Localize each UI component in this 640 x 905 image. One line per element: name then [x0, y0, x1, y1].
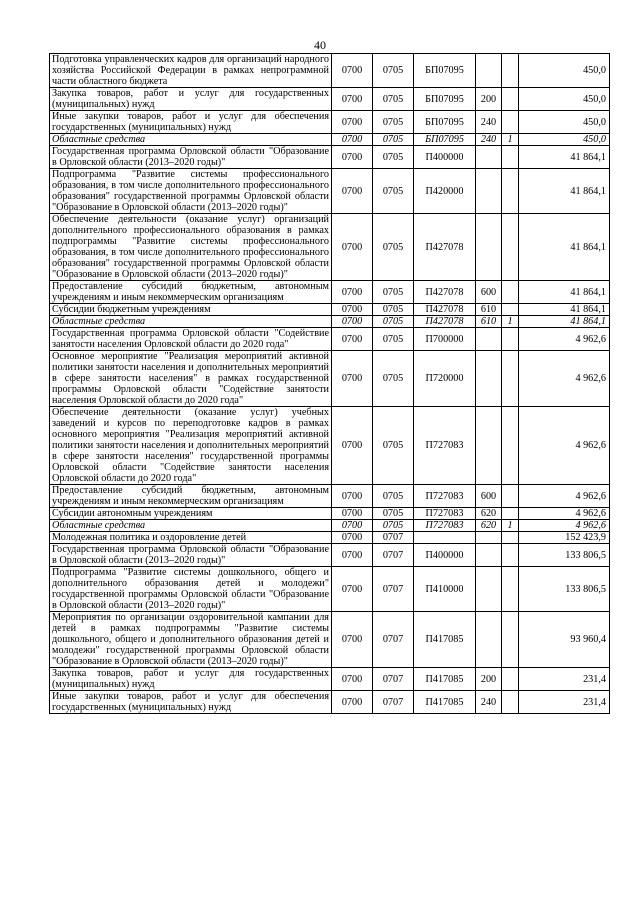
table-row	[50, 485, 610, 508]
expense-type-code	[476, 351, 502, 407]
subsection-code: 0705	[373, 146, 414, 169]
amount: 231,4	[519, 691, 610, 714]
expense-type-code: 240	[476, 134, 502, 146]
section-code: 0700	[332, 508, 373, 520]
section-code: 0700	[332, 351, 373, 407]
funding-source-code	[502, 567, 519, 612]
amount: 152 423,9	[519, 532, 610, 544]
row-name: Иные закупки товаров, работ и услуг для обеспечения государственных (муниципальных) нужд	[50, 691, 332, 714]
target-item-code	[414, 532, 476, 544]
amount: 4 962,6	[519, 328, 610, 351]
section-code: 0700	[332, 281, 373, 304]
subsection-code: 0707	[373, 567, 414, 612]
expense-type-code: 620	[476, 520, 502, 532]
funding-source-code	[502, 544, 519, 567]
expense-type-code: 240	[476, 111, 502, 134]
funding-source-code	[502, 169, 519, 214]
table-row	[50, 111, 610, 134]
target-item-code: П427078	[414, 281, 476, 304]
subsection-code: 0705	[373, 88, 414, 111]
funding-source-code	[502, 691, 519, 714]
table-row	[50, 134, 610, 146]
target-item-code: БП07095	[414, 111, 476, 134]
section-code: 0700	[332, 111, 373, 134]
funding-source-code	[502, 351, 519, 407]
subsection-code: 0707	[373, 532, 414, 544]
table-row	[50, 316, 610, 328]
amount: 4 962,6	[519, 520, 610, 532]
amount: 231,4	[519, 668, 610, 691]
budget-table	[49, 53, 610, 714]
amount: 133 806,5	[519, 567, 610, 612]
section-code: 0700	[332, 134, 373, 146]
amount: 450,0	[519, 54, 610, 88]
target-item-code: БП07095	[414, 88, 476, 111]
section-code: 0700	[332, 328, 373, 351]
row-name: Подготовка управленческих кадров для организаций народного хозяйства Российской Федерации в рамках непрограммной части областного бюджета	[50, 54, 332, 88]
subsection-code: 0705	[373, 169, 414, 214]
section-code: 0700	[332, 88, 373, 111]
amount: 4 962,6	[519, 485, 610, 508]
table-row	[50, 532, 610, 544]
target-item-code: БП07095	[414, 54, 476, 88]
subsection-code: 0705	[373, 520, 414, 532]
subsection-code: 0705	[373, 134, 414, 146]
section-code: 0700	[332, 54, 373, 88]
funding-source-code: 1	[502, 134, 519, 146]
expense-type-code: 240	[476, 691, 502, 714]
section-code: 0700	[332, 485, 373, 508]
row-name: Областные средства	[50, 134, 332, 146]
funding-source-code: 1	[502, 316, 519, 328]
table-row	[50, 281, 610, 304]
row-name: Обеспечение деятельности (оказание услуг) учебных заведений и курсов по переподготовке кадров в рамках основного мероприятия "Реализация мероприятий активной политики занятости населения и дополнительных мероприятий в сфере занятости населения" государственной программы Орловской области "Содействие занятости населения Орловской области до 2020 года"	[50, 407, 332, 485]
row-name: Государственная программа Орловской области "Образование в Орловской области (2013–2020 годы)"	[50, 146, 332, 169]
subsection-code: 0705	[373, 485, 414, 508]
amount: 93 960,4	[519, 612, 610, 668]
target-item-code: П727083	[414, 485, 476, 508]
section-code: 0700	[332, 567, 373, 612]
expense-type-code: 610	[476, 304, 502, 316]
target-item-code: П720000	[414, 351, 476, 407]
funding-source-code	[502, 485, 519, 508]
section-code: 0700	[332, 668, 373, 691]
amount: 450,0	[519, 134, 610, 146]
section-code: 0700	[332, 532, 373, 544]
table-row	[50, 88, 610, 111]
amount: 133 806,5	[519, 544, 610, 567]
subsection-code: 0705	[373, 281, 414, 304]
table-row	[50, 328, 610, 351]
table-row	[50, 351, 610, 407]
row-name: Государственная программа Орловской области "Содействие занятости населения Орловской области до 2020 года"	[50, 328, 332, 351]
subsection-code: 0705	[373, 351, 414, 407]
row-name: Предоставление субсидий бюджетным, автономным учреждениям и иным некоммерческим организациям	[50, 281, 332, 304]
subsection-code: 0705	[373, 111, 414, 134]
funding-source-code	[502, 281, 519, 304]
table-row	[50, 146, 610, 169]
row-name: Субсидии бюджетным учреждениям	[50, 304, 332, 316]
table-row	[50, 508, 610, 520]
target-item-code: П420000	[414, 169, 476, 214]
target-item-code: П727083	[414, 407, 476, 485]
row-name: Субсидии автономным учреждениям	[50, 508, 332, 520]
target-item-code: П727083	[414, 508, 476, 520]
subsection-code: 0707	[373, 612, 414, 668]
section-code: 0700	[332, 214, 373, 281]
section-code: 0700	[332, 169, 373, 214]
funding-source-code	[502, 668, 519, 691]
section-code: 0700	[332, 520, 373, 532]
expense-type-code	[476, 407, 502, 485]
expense-type-code	[476, 612, 502, 668]
budget-table-body	[50, 54, 610, 714]
funding-source-code	[502, 88, 519, 111]
table-row	[50, 214, 610, 281]
table-row	[50, 544, 610, 567]
target-item-code: П410000	[414, 567, 476, 612]
page-number: 40	[314, 38, 326, 52]
expense-type-code	[476, 544, 502, 567]
expense-type-code: 600	[476, 281, 502, 304]
table-row	[50, 169, 610, 214]
section-code: 0700	[332, 304, 373, 316]
expense-type-code: 620	[476, 508, 502, 520]
amount: 41 864,1	[519, 304, 610, 316]
target-item-code: П427078	[414, 316, 476, 328]
table-row	[50, 567, 610, 612]
amount: 4 962,6	[519, 407, 610, 485]
subsection-code: 0705	[373, 328, 414, 351]
section-code: 0700	[332, 691, 373, 714]
expense-type-code	[476, 567, 502, 612]
row-name: Обеспечение деятельности (оказание услуг) организаций дополнительного профессионального образования в рамках подпрограммы "Развитие системы профессионального образования, в том числе дополнительного профессионального образования" государственной программы Орловской области "Образование в Орловской области (2013–2020 годы)"	[50, 214, 332, 281]
subsection-code: 0707	[373, 668, 414, 691]
funding-source-code	[502, 612, 519, 668]
funding-source-code	[502, 54, 519, 88]
amount: 41 864,1	[519, 169, 610, 214]
expense-type-code	[476, 146, 502, 169]
target-item-code: П417085	[414, 612, 476, 668]
subsection-code: 0705	[373, 214, 414, 281]
expense-type-code: 200	[476, 88, 502, 111]
target-item-code: П727083	[414, 520, 476, 532]
section-code: 0700	[332, 146, 373, 169]
row-name: Иные закупки товаров, работ и услуг для обеспечения государственных (муниципальных) нужд	[50, 111, 332, 134]
expense-type-code	[476, 532, 502, 544]
amount: 41 864,1	[519, 281, 610, 304]
amount: 450,0	[519, 88, 610, 111]
section-code: 0700	[332, 407, 373, 485]
amount: 4 962,6	[519, 508, 610, 520]
section-code: 0700	[332, 612, 373, 668]
subsection-code: 0705	[373, 508, 414, 520]
subsection-code: 0705	[373, 407, 414, 485]
table-row	[50, 612, 610, 668]
subsection-code: 0705	[373, 304, 414, 316]
table-row	[50, 691, 610, 714]
funding-source-code	[502, 214, 519, 281]
table-row	[50, 668, 610, 691]
expense-type-code	[476, 214, 502, 281]
expense-type-code	[476, 169, 502, 214]
expense-type-code	[476, 54, 502, 88]
target-item-code: П417085	[414, 691, 476, 714]
row-name: Подпрограмма "Развитие системы профессионального образования, в том числе дополнительного профессионального образования" государственной программы Орловской области "Образование в Орловской области (2013–2020 годы)"	[50, 169, 332, 214]
expense-type-code	[476, 328, 502, 351]
row-name: Молодежная политика и оздоровление детей	[50, 532, 332, 544]
row-name: Мероприятия по организации оздоровительной кампании для детей в рамках подпрограммы "Развитие системы дошкольного, общего и дополнительного образования детей и молодежи" государственной программы Орловской области "Образование в Орловской области (2013–2020 годы)"	[50, 612, 332, 668]
table-row	[50, 407, 610, 485]
row-name: Областные средства	[50, 316, 332, 328]
target-item-code: БП07095	[414, 134, 476, 146]
subsection-code: 0705	[373, 54, 414, 88]
row-name: Закупка товаров, работ и услуг для государственных (муниципальных) нужд	[50, 668, 332, 691]
target-item-code: П400000	[414, 146, 476, 169]
funding-source-code	[502, 146, 519, 169]
target-item-code: П400000	[414, 544, 476, 567]
amount: 450,0	[519, 111, 610, 134]
funding-source-code	[502, 304, 519, 316]
amount: 41 864,1	[519, 316, 610, 328]
expense-type-code: 600	[476, 485, 502, 508]
row-name: Закупка товаров, работ и услуг для государственных (муниципальных) нужд	[50, 88, 332, 111]
funding-source-code: 1	[502, 520, 519, 532]
section-code: 0700	[332, 544, 373, 567]
row-name: Предоставление субсидий бюджетным, автономным учреждениям и иным некоммерческим организациям	[50, 485, 332, 508]
amount: 41 864,1	[519, 146, 610, 169]
target-item-code: П427078	[414, 304, 476, 316]
row-name: Областные средства	[50, 520, 332, 532]
funding-source-code	[502, 508, 519, 520]
section-code: 0700	[332, 316, 373, 328]
amount: 41 864,1	[519, 214, 610, 281]
table-row	[50, 54, 610, 88]
funding-source-code	[502, 532, 519, 544]
expense-type-code: 200	[476, 668, 502, 691]
target-item-code: П417085	[414, 668, 476, 691]
table-row	[50, 520, 610, 532]
amount: 4 962,6	[519, 351, 610, 407]
subsection-code: 0707	[373, 544, 414, 567]
funding-source-code	[502, 328, 519, 351]
expense-type-code: 610	[476, 316, 502, 328]
funding-source-code	[502, 407, 519, 485]
target-item-code: П700000	[414, 328, 476, 351]
funding-source-code	[502, 111, 519, 134]
subsection-code: 0707	[373, 691, 414, 714]
table-row	[50, 304, 610, 316]
row-name: Государственная программа Орловской области "Образование в Орловской области (2013–2020 годы)"	[50, 544, 332, 567]
row-name: Основное мероприятие "Реализация мероприятий активной политики занятости населения и дополнительных мероприятий в сфере занятости населения" в рамках государственной программы Орловской области "Содействие занятости населения Орловской области до 2020 года"	[50, 351, 332, 407]
target-item-code: П427078	[414, 214, 476, 281]
row-name: Подпрограмма "Развитие системы дошкольного, общего и дополнительного образования детей и молодежи" государственной программы Орловской области "Образование в Орловской области (2013–2020 годы)"	[50, 567, 332, 612]
subsection-code: 0705	[373, 316, 414, 328]
